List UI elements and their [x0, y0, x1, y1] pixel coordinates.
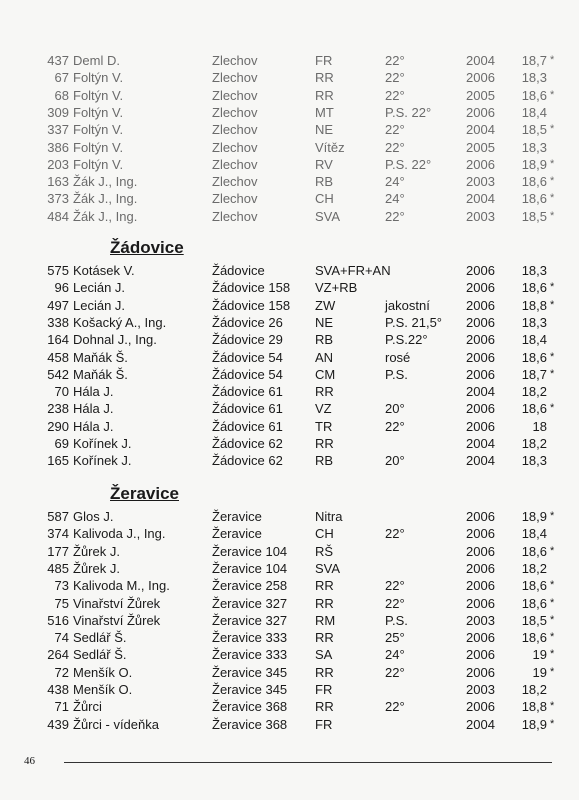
- table-row: [0, 646, 579, 663]
- entry-number: 70: [54, 384, 69, 400]
- table-row: [0, 681, 579, 698]
- score-value: 19: [532, 664, 547, 680]
- wine-note: 22°: [385, 595, 405, 611]
- wine-note: P.S.: [385, 612, 408, 628]
- score-value: 18,3: [521, 314, 547, 330]
- score-value: 18,7: [521, 366, 547, 382]
- grower-address: Žeravice 333: [212, 630, 288, 646]
- grower-name: Kotásek V.: [73, 263, 135, 278]
- vintage-year: 2005: [466, 139, 495, 155]
- wine-variety: SVA: [315, 208, 341, 224]
- grower-address: Zlechov: [212, 139, 258, 155]
- medal-star: *: [550, 350, 555, 363]
- footer-rule: [64, 762, 552, 763]
- table-row: [0, 543, 579, 560]
- entry-number: 264: [47, 647, 69, 663]
- page-number: 46: [24, 755, 35, 767]
- score-value: 18,6: [521, 280, 547, 296]
- table-row: [0, 104, 579, 121]
- wine-variety: RR: [315, 699, 334, 715]
- entry-number: 203: [47, 156, 69, 172]
- grower-name: Maňák Š.: [73, 366, 128, 382]
- score-value: 18,6: [521, 191, 547, 207]
- grower-name: Žák J., Ing.: [73, 174, 138, 190]
- score-value: 18,6: [521, 174, 547, 190]
- table-row: [0, 698, 579, 715]
- grower-address: Žeravice 345: [212, 682, 288, 697]
- grower-address: Žádovice 62: [212, 436, 283, 451]
- wine-variety: SVA: [315, 560, 341, 576]
- grower-address: Žeravice 104: [212, 543, 288, 559]
- entry-number: 74: [54, 630, 69, 646]
- vintage-year: 2003: [466, 208, 495, 224]
- wine-variety: NE: [315, 122, 334, 138]
- score-value: 18,6: [521, 349, 547, 365]
- vintage-year: 2006: [466, 647, 495, 663]
- wine-variety: FR: [315, 716, 333, 732]
- entry-number: 290: [47, 418, 69, 434]
- entry-number: 165: [47, 453, 69, 469]
- table-row: [0, 560, 579, 577]
- grower-name: Maňák Š.: [73, 349, 128, 365]
- grower-address: Žeravice: [212, 509, 262, 524]
- grower-address: Zlechov: [212, 104, 258, 120]
- vintage-year: 2006: [466, 297, 495, 313]
- wine-note: P.S.22°: [385, 332, 428, 348]
- medal-star: *: [550, 648, 555, 661]
- vintage-year: 2006: [466, 332, 495, 348]
- wine-variety: RV: [315, 156, 333, 172]
- grower-name: Glos J.: [73, 509, 114, 524]
- score-value: 18,5: [521, 122, 547, 138]
- table-row: [0, 629, 579, 646]
- wine-note: 20°: [385, 453, 405, 469]
- grower-address: Žádovice 29: [212, 332, 283, 348]
- score-value: 18,2: [521, 436, 547, 451]
- grower-address: Žeravice 345: [212, 664, 288, 680]
- wine-note: P.S.: [385, 366, 408, 382]
- table-row: [0, 366, 579, 383]
- grower-name: Košacký A., Ing.: [73, 314, 167, 330]
- table-row: [0, 139, 579, 156]
- score-value: 18,6: [521, 630, 547, 646]
- medal-star: *: [550, 367, 555, 380]
- score-value: 18,8: [521, 297, 547, 313]
- vintage-year: 2006: [466, 509, 495, 524]
- vintage-year: 2006: [466, 401, 495, 417]
- grower-address: Žádovice 54: [212, 349, 283, 365]
- entry-number: 96: [54, 280, 69, 296]
- wine-variety: RR: [315, 630, 334, 646]
- grower-address: Žádovice: [212, 263, 265, 278]
- grower-address: Zlechov: [212, 208, 258, 224]
- grower-address: Žeravice 327: [212, 595, 288, 611]
- grower-name: Foltýn V.: [73, 104, 124, 120]
- grower-address: Žádovice 61: [212, 384, 283, 400]
- grower-name: Deml D.: [73, 53, 120, 68]
- wine-note: 22°: [385, 87, 405, 103]
- grower-name: Hála J.: [73, 384, 114, 400]
- grower-name: Žůrci: [73, 699, 102, 715]
- vintage-year: 2003: [466, 612, 495, 628]
- vintage-year: 2006: [466, 104, 495, 120]
- vintage-year: 2006: [466, 418, 495, 434]
- grower-name: Foltýn V.: [73, 156, 124, 172]
- wine-note: 24°: [385, 647, 405, 663]
- vintage-year: 2006: [466, 70, 495, 86]
- score-value: 18,2: [521, 384, 547, 400]
- vintage-year: 2004: [466, 384, 495, 400]
- vintage-year: 2005: [466, 87, 495, 103]
- entry-number: 516: [47, 612, 69, 628]
- score-value: 18,3: [521, 263, 547, 278]
- entry-number: 386: [47, 139, 69, 155]
- wine-variety: NE: [315, 314, 334, 330]
- grower-address: Žádovice 61: [212, 401, 283, 417]
- wine-note: 22°: [385, 664, 405, 680]
- grower-address: Zlechov: [212, 156, 258, 172]
- table-row: [0, 297, 579, 314]
- wine-variety: CM: [315, 366, 336, 382]
- table-row: [0, 87, 579, 104]
- table-row: [0, 400, 579, 417]
- medal-star: *: [550, 544, 555, 557]
- table-row: [0, 52, 579, 69]
- vintage-year: 2004: [466, 122, 495, 138]
- vintage-year: 2006: [466, 630, 495, 646]
- score-value: 18,9: [521, 156, 547, 172]
- grower-name: Hála J.: [73, 418, 114, 434]
- grower-address: Žeravice 258: [212, 578, 288, 594]
- wine-variety: SVA+FR+AN: [315, 263, 391, 278]
- entry-number: 73: [54, 578, 69, 594]
- entry-number: 497: [47, 297, 69, 313]
- wine-note: 22°: [385, 699, 405, 715]
- vintage-year: 2006: [466, 664, 495, 680]
- wine-variety: RŠ: [315, 543, 334, 559]
- grower-address: Žádovice 62: [212, 453, 283, 469]
- entry-number: 587: [47, 509, 69, 524]
- grower-name: Kořínek J.: [73, 436, 132, 451]
- vintage-year: 2006: [466, 280, 495, 296]
- grower-address: Žádovice 54: [212, 366, 283, 382]
- wine-variety: FR: [315, 53, 333, 68]
- vintage-year: 2006: [466, 595, 495, 611]
- medal-star: *: [550, 579, 555, 592]
- wine-variety: VZ+RB: [315, 280, 358, 296]
- entry-number: 68: [54, 87, 69, 103]
- entry-number: 374: [47, 526, 69, 542]
- score-value: 18,6: [521, 401, 547, 417]
- wine-variety: ZW: [315, 297, 336, 313]
- vintage-year: 2004: [466, 53, 495, 68]
- wine-variety: RR: [315, 578, 334, 594]
- grower-name: Menšík O.: [73, 664, 133, 680]
- grower-name: Žák J., Ing.: [73, 191, 138, 207]
- wine-variety: CH: [315, 526, 334, 542]
- entry-number: 485: [47, 560, 69, 576]
- score-value: 18,6: [521, 595, 547, 611]
- wine-variety: RR: [315, 664, 334, 680]
- vintage-year: 2006: [466, 349, 495, 365]
- table-row: [0, 418, 579, 435]
- medal-star: *: [550, 402, 555, 415]
- grower-name: Menšík O.: [73, 682, 133, 697]
- table-row: [0, 383, 579, 400]
- grower-address: Žeravice 104: [212, 560, 288, 576]
- table-row: [0, 279, 579, 296]
- grower-name: Kalivoda J., Ing.: [73, 526, 166, 542]
- wine-note: 22°: [385, 418, 405, 434]
- table-row: [0, 190, 579, 207]
- vintage-year: 2006: [466, 526, 495, 542]
- score-value: 18,4: [521, 526, 547, 542]
- medal-star: *: [550, 157, 555, 170]
- grower-address: Zlechov: [212, 87, 258, 103]
- wine-variety: RR: [315, 384, 334, 400]
- score-value: 18,9: [521, 716, 547, 732]
- table-row: [0, 612, 579, 629]
- grower-name: Žůrek J.: [73, 560, 120, 576]
- grower-name: Foltýn V.: [73, 87, 124, 103]
- grower-name: Kořínek J.: [73, 453, 132, 469]
- wine-note: 22°: [385, 122, 405, 138]
- score-value: 18,2: [521, 560, 547, 576]
- wine-note: rosé: [385, 349, 411, 365]
- table-row: [0, 577, 579, 594]
- grower-address: Zlechov: [212, 70, 258, 86]
- grower-name: Žůrek J.: [73, 543, 120, 559]
- wine-note: 22°: [385, 70, 405, 86]
- score-value: 18,6: [521, 543, 547, 559]
- grower-address: Žádovice 61: [212, 418, 283, 434]
- vintage-year: 2004: [466, 191, 495, 207]
- medal-star: *: [550, 596, 555, 609]
- medal-star: *: [550, 281, 555, 294]
- vintage-year: 2006: [466, 366, 495, 382]
- table-row: [0, 69, 579, 86]
- entry-number: 373: [47, 191, 69, 207]
- wine-note: 24°: [385, 174, 405, 190]
- grower-address: Žeravice 333: [212, 647, 288, 663]
- medal-star: *: [550, 700, 555, 713]
- score-value: 18,3: [521, 70, 547, 86]
- wine-note: 22°: [385, 526, 405, 542]
- vintage-year: 2004: [466, 716, 495, 732]
- wine-note: P.S. 22°: [385, 156, 432, 172]
- medal-star: *: [550, 717, 555, 730]
- medal-star: *: [550, 175, 555, 188]
- medal-star: *: [550, 88, 555, 101]
- score-value: 18,9: [521, 509, 547, 524]
- score-value: 18,7: [521, 53, 547, 68]
- grower-address: Zlechov: [212, 191, 258, 207]
- vintage-year: 2006: [466, 314, 495, 330]
- grower-name: Dohnal J., Ing.: [73, 332, 157, 348]
- table-row: [0, 173, 579, 190]
- grower-name: Vinařství Žůrek: [73, 612, 161, 628]
- wine-note: 25°: [385, 630, 405, 646]
- vintage-year: 2004: [466, 453, 495, 469]
- vintage-year: 2006: [466, 156, 495, 172]
- entry-number: 575: [47, 263, 69, 278]
- table-row: [0, 508, 579, 525]
- entry-number: 163: [47, 174, 69, 190]
- wine-note: 22°: [385, 139, 405, 155]
- table-row: [0, 349, 579, 366]
- entry-number: 238: [47, 401, 69, 417]
- medal-star: *: [550, 631, 555, 644]
- vintage-year: 2006: [466, 543, 495, 559]
- wine-variety: RR: [315, 595, 334, 611]
- wine-variety: RR: [315, 436, 334, 451]
- medal-star: *: [550, 298, 555, 311]
- wine-note: P.S. 22°: [385, 104, 432, 120]
- grower-name: Foltýn V.: [73, 139, 124, 155]
- table-row: [0, 595, 579, 612]
- grower-name: Sedlář Š.: [73, 647, 127, 663]
- grower-name: Žák J., Ing.: [73, 208, 138, 224]
- grower-name: Lecián J.: [73, 280, 126, 296]
- section-title: Žádovice: [110, 238, 184, 257]
- table-row: [0, 435, 579, 452]
- vintage-year: 2004: [466, 436, 495, 451]
- medal-star: *: [550, 613, 555, 626]
- grower-address: Zlechov: [212, 53, 258, 68]
- table-row: [0, 314, 579, 331]
- medal-star: *: [550, 209, 555, 222]
- entry-number: 484: [47, 208, 69, 224]
- score-value: 18,2: [521, 682, 547, 697]
- medal-star: *: [550, 192, 555, 205]
- wine-note: 22°: [385, 53, 405, 68]
- grower-name: Žůrci - vídeňka: [73, 716, 159, 732]
- entry-number: 164: [47, 332, 69, 348]
- entry-number: 439: [47, 716, 69, 732]
- medal-star: *: [550, 665, 555, 678]
- entry-number: 69: [54, 436, 69, 451]
- score-value: 18,4: [521, 104, 547, 120]
- grower-name: Lecián J.: [73, 297, 126, 313]
- wine-variety: RM: [315, 612, 336, 628]
- grower-address: Žádovice 158: [212, 297, 291, 313]
- wine-variety: RB: [315, 332, 334, 348]
- vintage-year: 2006: [466, 699, 495, 715]
- entry-number: 177: [47, 543, 69, 559]
- wine-variety: AN: [315, 349, 334, 365]
- grower-address: Žeravice 327: [212, 612, 288, 628]
- wine-variety: RB: [315, 174, 334, 190]
- table-row: [0, 208, 579, 225]
- score-value: 18,5: [521, 208, 547, 224]
- table-row: [0, 331, 579, 348]
- score-value: 18,5: [521, 612, 547, 628]
- entry-number: 67: [54, 70, 69, 86]
- wine-variety: RR: [315, 70, 334, 86]
- vintage-year: 2003: [466, 174, 495, 190]
- grower-address: Žeravice 368: [212, 716, 288, 732]
- table-row: [0, 525, 579, 542]
- grower-name: Sedlář Š.: [73, 630, 127, 646]
- grower-address: Žeravice: [212, 526, 262, 542]
- wine-variety: Nitra: [315, 509, 343, 524]
- grower-address: Žádovice 158: [212, 280, 291, 296]
- entry-number: 72: [54, 664, 69, 680]
- vintage-year: 2006: [466, 263, 495, 278]
- entry-number: 71: [54, 699, 69, 715]
- vintage-year: 2006: [466, 578, 495, 594]
- entry-number: 437: [47, 53, 69, 68]
- score-value: 18,8: [521, 699, 547, 715]
- table-row: [0, 716, 579, 733]
- medal-star: *: [550, 510, 555, 522]
- table-row: [0, 262, 579, 279]
- wine-variety: VZ: [315, 401, 332, 417]
- grower-name: Vinařství Žůrek: [73, 595, 161, 611]
- score-value: 18,6: [521, 87, 547, 103]
- wine-variety: MT: [315, 104, 334, 120]
- table-row: [0, 664, 579, 681]
- wine-note: jakostní: [385, 297, 430, 313]
- wine-note: 22°: [385, 578, 405, 594]
- wine-note: P.S. 21,5°: [385, 314, 443, 330]
- entry-number: 337: [47, 122, 69, 138]
- grower-address: Zlechov: [212, 174, 258, 190]
- medal-star: *: [550, 123, 555, 136]
- score-value: 18,3: [521, 139, 547, 155]
- wine-note: 22°: [385, 208, 405, 224]
- score-value: 18,3: [521, 453, 547, 469]
- grower-name: Foltýn V.: [73, 122, 124, 138]
- score-value: 19: [532, 647, 547, 663]
- wine-variety: CH: [315, 191, 334, 207]
- score-value: 18: [532, 418, 547, 434]
- medal-star: *: [550, 54, 555, 66]
- vintage-year: 2003: [466, 682, 495, 697]
- grower-address: Zlechov: [212, 122, 258, 138]
- wine-variety: RR: [315, 87, 334, 103]
- grower-address: Žeravice 368: [212, 699, 288, 715]
- grower-name: Hála J.: [73, 401, 114, 417]
- score-value: 18,6: [521, 578, 547, 594]
- wine-variety: Vítěz: [315, 139, 345, 155]
- wine-note: 20°: [385, 401, 405, 417]
- score-value: 18,4: [521, 332, 547, 348]
- entry-number: 458: [47, 349, 69, 365]
- entry-number: 542: [47, 366, 69, 382]
- grower-name: Kalivoda M., Ing.: [73, 578, 170, 594]
- vintage-year: 2006: [466, 560, 495, 576]
- entry-number: 75: [54, 595, 69, 611]
- wine-variety: TR: [315, 418, 333, 434]
- wine-variety: FR: [315, 682, 333, 697]
- table-row: [0, 452, 579, 469]
- grower-address: Žádovice 26: [212, 314, 283, 330]
- table-row: [0, 156, 579, 173]
- section-title: Žeravice: [110, 484, 179, 503]
- grower-name: Foltýn V.: [73, 70, 124, 86]
- entry-number: 309: [47, 104, 69, 120]
- wine-note: 24°: [385, 191, 405, 207]
- entry-number: 338: [47, 314, 69, 330]
- wine-variety: SA: [315, 647, 333, 663]
- wine-variety: RB: [315, 453, 334, 469]
- entry-number: 438: [47, 682, 69, 697]
- table-row: [0, 121, 579, 138]
